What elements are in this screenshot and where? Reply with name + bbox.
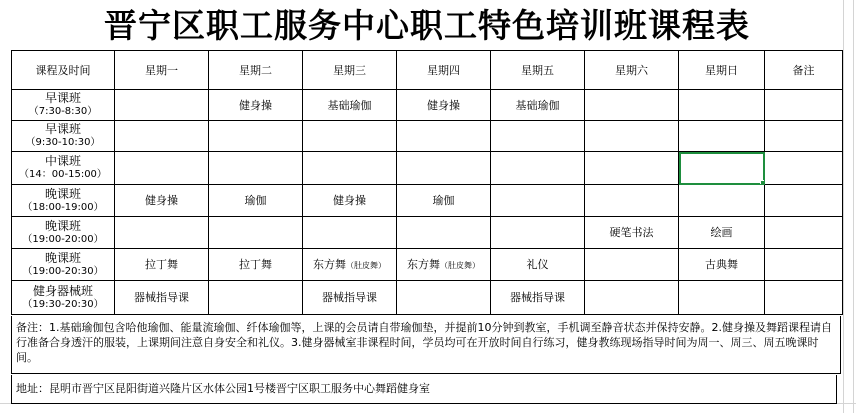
table-row bbox=[12, 152, 843, 185]
table-cell[interactable]: 瑜伽 bbox=[397, 185, 491, 217]
table-cell[interactable]: 礼仪 bbox=[491, 249, 585, 281]
header-cell[interactable]: 星期三 bbox=[303, 51, 397, 90]
table-row bbox=[12, 281, 843, 315]
table-cell[interactable] bbox=[115, 121, 209, 152]
row-time: （18:00-19:00） bbox=[22, 201, 104, 213]
table-cell[interactable] bbox=[115, 90, 209, 121]
table-cell[interactable] bbox=[765, 90, 843, 121]
table-cell[interactable] bbox=[397, 152, 491, 185]
table-cell[interactable]: 健身操 bbox=[397, 90, 491, 121]
table-cell[interactable]: 瑜伽 bbox=[209, 185, 303, 217]
row-head-cell[interactable] bbox=[12, 281, 115, 315]
table-cell[interactable] bbox=[585, 185, 679, 217]
table-cell[interactable] bbox=[585, 152, 679, 185]
table-row bbox=[12, 90, 843, 121]
table-cell[interactable]: 基础瑜伽 bbox=[303, 90, 397, 121]
row-name: 健身器械班 bbox=[32, 283, 93, 298]
table-cell[interactable]: 拉丁舞 bbox=[115, 249, 209, 281]
table-cell[interactable] bbox=[491, 121, 585, 152]
table-cell[interactable] bbox=[397, 217, 491, 249]
table-cell[interactable] bbox=[209, 152, 303, 185]
table-cell[interactable] bbox=[765, 217, 843, 249]
row-time: （19:00-20:00） bbox=[22, 233, 104, 245]
header-cell[interactable]: 星期五 bbox=[491, 51, 585, 90]
table-cell[interactable] bbox=[115, 217, 209, 249]
table-cell[interactable] bbox=[303, 217, 397, 249]
table-cell[interactable] bbox=[679, 121, 765, 152]
row-head-cell[interactable] bbox=[12, 90, 115, 121]
schedule-table bbox=[11, 50, 843, 315]
table-cell[interactable] bbox=[585, 281, 679, 315]
table-row bbox=[12, 185, 843, 217]
table-cell[interactable] bbox=[679, 185, 765, 217]
row-head-cell[interactable] bbox=[12, 152, 115, 185]
row-time: （14：00-15:00） bbox=[19, 169, 107, 180]
row-name: 晚课班 bbox=[44, 218, 81, 233]
table-cell[interactable] bbox=[491, 217, 585, 249]
table-cell[interactable] bbox=[397, 121, 491, 152]
header-cell[interactable]: 星期日 bbox=[679, 51, 765, 90]
table-cell[interactable]: 绘画 bbox=[679, 217, 765, 249]
row-time: （19:30-20:30） bbox=[22, 298, 104, 310]
cell-subtext: （肚皮舞） bbox=[440, 260, 480, 270]
table-cell[interactable]: 健身操 bbox=[303, 185, 397, 217]
table-cell[interactable]: 基础瑜伽 bbox=[491, 90, 585, 121]
header-cell[interactable]: 备注 bbox=[765, 51, 843, 90]
row-time: （19:00-20:30） bbox=[22, 265, 104, 277]
table-cell[interactable] bbox=[303, 249, 397, 281]
table-cell[interactable] bbox=[303, 121, 397, 152]
table-row bbox=[12, 121, 843, 152]
row-head-cell[interactable] bbox=[12, 185, 115, 217]
row-name: 晚课班 bbox=[44, 250, 81, 265]
header-cell[interactable]: 星期六 bbox=[585, 51, 679, 90]
table-cell[interactable] bbox=[209, 281, 303, 315]
table-cell[interactable] bbox=[585, 249, 679, 281]
table-cell[interactable]: 硬笔书法 bbox=[585, 217, 679, 249]
row-head-cell[interactable] bbox=[12, 249, 115, 281]
row-head-cell[interactable] bbox=[12, 121, 115, 152]
row-time: （9:30-10:30） bbox=[25, 137, 101, 148]
table-cell[interactable] bbox=[679, 281, 765, 315]
header-cell[interactable]: 星期二 bbox=[209, 51, 303, 90]
row-name: 早课班 bbox=[44, 91, 81, 105]
header-cell[interactable]: 星期四 bbox=[397, 51, 491, 90]
table-cell[interactable] bbox=[303, 152, 397, 185]
row-name: 早课班 bbox=[44, 122, 81, 136]
table-row bbox=[12, 217, 843, 249]
address-cell[interactable]: 地址：昆明市晋宁区昆阳街道兴隆片区水体公园1号楼晋宁区职工服务中心舞蹈健身室 bbox=[11, 375, 837, 404]
table-cell[interactable] bbox=[765, 185, 843, 217]
note-cell[interactable]: 备注：1.基础瑜伽包含哈他瑜伽、能量流瑜伽、纤体瑜伽等，上课的会员请自带瑜伽垫，并提前10分钟到教室，手机调至静音状态并保持安静。2.健身操及舞蹈课程请自行准备合身透汗的服装，上课期间注意自身安全和礼仪。3.健身器械室非课程时间，学员均可在开放时间自行练习，健身教练现场指导时间为周一、周三、周五晚课时间。 bbox=[11, 316, 841, 374]
table-cell[interactable]: 器械指导课 bbox=[303, 281, 397, 315]
table-cell[interactable] bbox=[585, 90, 679, 121]
page-title: 晋宁区职工服务中心职工特色培训班课程表 bbox=[104, 6, 750, 45]
table-cell[interactable] bbox=[397, 249, 491, 281]
table-cell[interactable] bbox=[115, 152, 209, 185]
table-cell[interactable] bbox=[679, 90, 765, 121]
gridline bbox=[853, 0, 854, 413]
header-row bbox=[12, 51, 843, 90]
table-cell[interactable] bbox=[585, 121, 679, 152]
table-cell[interactable]: 器械指导课 bbox=[115, 281, 209, 315]
table-cell[interactable]: 器械指导课 bbox=[491, 281, 585, 315]
table-cell[interactable] bbox=[209, 217, 303, 249]
table-cell[interactable]: 健身操 bbox=[209, 90, 303, 121]
row-name: 中课班 bbox=[44, 154, 81, 168]
header-cell[interactable]: 星期一 bbox=[115, 51, 209, 90]
table-cell[interactable] bbox=[397, 281, 491, 315]
table-cell[interactable] bbox=[209, 121, 303, 152]
table-cell[interactable] bbox=[765, 249, 843, 281]
row-time: （7:30-8:30） bbox=[28, 106, 98, 117]
cell-text: 东方舞 bbox=[407, 257, 440, 271]
table-cell[interactable] bbox=[491, 185, 585, 217]
table-cell[interactable] bbox=[765, 121, 843, 152]
table-row bbox=[12, 249, 843, 281]
table-cell[interactable]: 健身操 bbox=[115, 185, 209, 217]
selected-cell[interactable] bbox=[679, 152, 765, 185]
cell-text: 东方舞 bbox=[313, 257, 346, 271]
row-name: 晚课班 bbox=[44, 186, 81, 201]
table-cell[interactable]: 拉丁舞 bbox=[209, 249, 303, 281]
header-cell[interactable]: 课程及时间 bbox=[12, 51, 115, 90]
table-cell[interactable]: 古典舞 bbox=[679, 249, 765, 281]
cell-subtext: （肚皮舞） bbox=[346, 260, 386, 270]
table-cell[interactable] bbox=[765, 152, 843, 185]
table-cell[interactable] bbox=[765, 281, 843, 315]
table-cell[interactable] bbox=[491, 152, 585, 185]
gridline bbox=[843, 0, 844, 413]
row-head-cell[interactable] bbox=[12, 217, 115, 249]
